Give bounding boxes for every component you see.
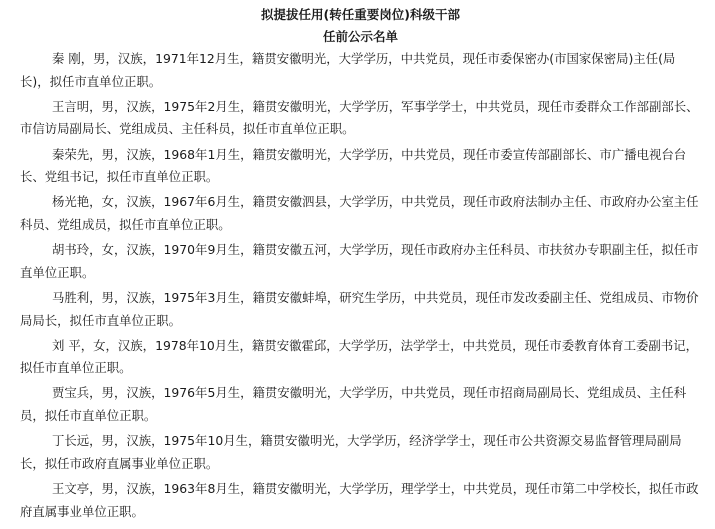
candidate-entry: 杨光艳，女，汉族，1967年6月生，籍贯安徽泗县，大学学历，中共党员，现任市政府法制办主任、市政府办公室主任科员、党组成员，拟任市直单位正职。 [20, 194, 699, 232]
candidate-entry: 胡书玲，女，汉族，1970年9月生，籍贯安徽五河，大学学历，现任市政府办主任科员、市扶贫办专职副主任，拟任市直单位正职。 [20, 242, 699, 280]
candidate-entry: 王文亭，男，汉族，1963年8月生，籍贯安徽明光，大学学历，理学学士，中共党员，现任市第二中学校长，拟任市政府直属事业单位正职。 [20, 481, 699, 519]
candidate-entry: 秦荣先，男，汉族，1968年1月生，籍贯安徽明光，大学学历，中共党员，现任市委宣传部副部长、市广播电视台台长、党组书记，拟任市直单位正职。 [20, 146, 687, 185]
candidate-entry: 秦 刚，男，汉族，1971年12月生，籍贯安徽明光，大学学历，中共党员，现任市委保密办(市国家保密局)主任(局长)，拟任市直单位正职。 [20, 51, 676, 89]
candidate-entry: 马胜利，男，汉族，1975年3月生，籍贯安徽蚌埠，研究生学历，中共党员，现任市发改委副主任、党组成员、市物价局局长，拟任市直单位正职。 [20, 289, 699, 328]
candidate-entry: 丁长远，男，汉族，1975年10月生，籍贯安徽明光，大学学历，经济学学士，现任市公共资源交易监督管理局副局长，拟任市政府直属事业单位正职。 [20, 433, 682, 471]
document-subtitle: 任前公示名单 [322, 29, 398, 44]
candidate-entry: 刘 平，女，汉族，1978年10月生，籍贯安徽霍邱，大学学历，法学学士，中共党员，现任市委教育体育工委副书记，拟任市直单位正职。 [20, 337, 698, 376]
candidate-entry: 王言明，男，汉族，1975年2月生，籍贯安徽明光，大学学历，军事学学士，中共党员，现任市委群众工作部副部长、市信访局副局长、党组成员、主任科员，拟任市直单位正职。 [20, 98, 699, 137]
document-title: 拟提拔任用(转任重要岗位)科级干部 [261, 7, 460, 22]
candidate-entry: 贾宝兵，男，汉族，1976年5月生，籍贯安徽明光，大学学历，中共党员，现任市招商局副局长、党组成员、主任科员，拟任市直单位正职。 [20, 385, 687, 424]
